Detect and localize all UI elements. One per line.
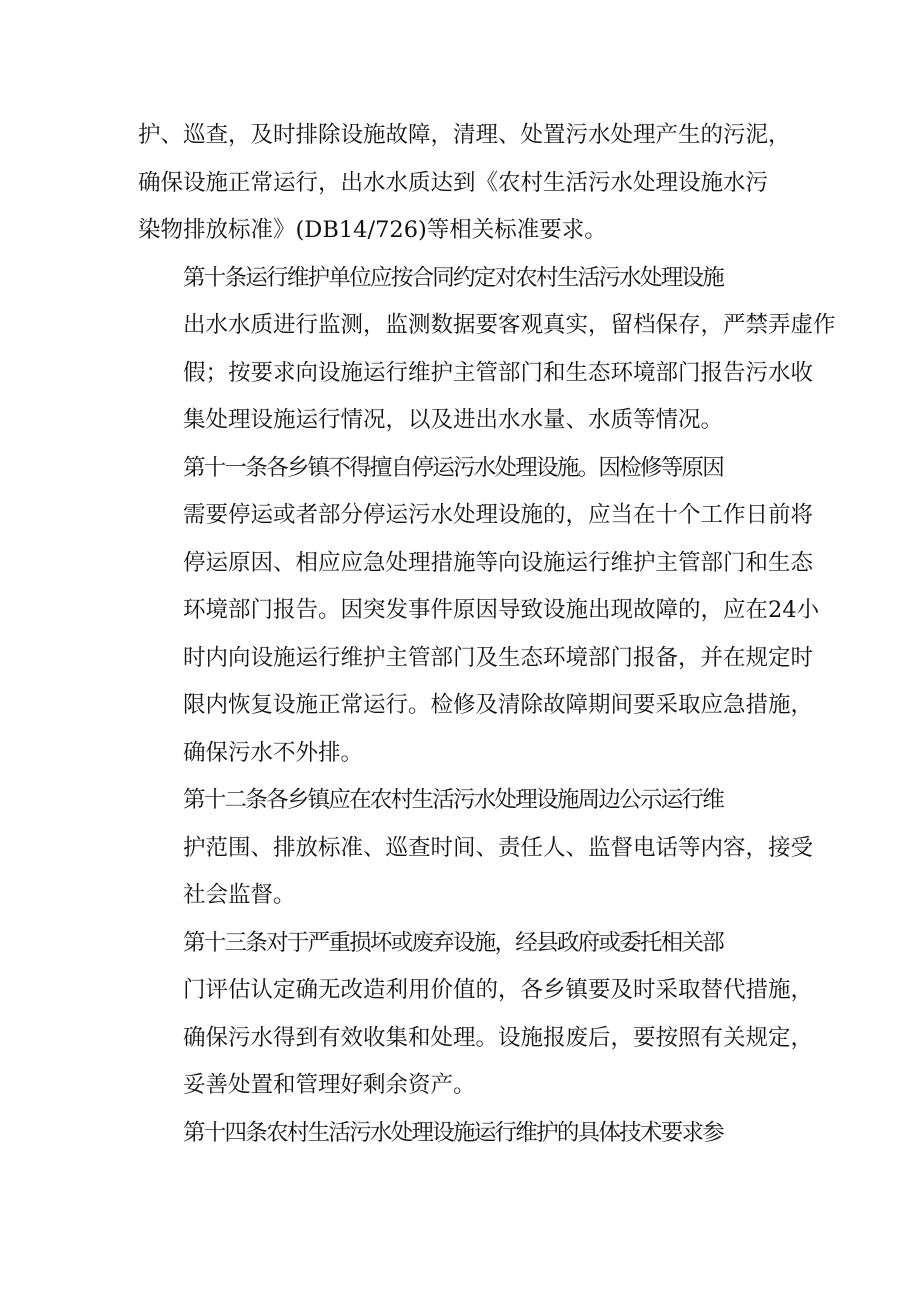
text-line: 第十二条各乡镇应在农村生活污水处理设施周边公示运行维 [183, 787, 724, 813]
text-line: 护范围、排放标准、巡查时间、责任人、监督电话等内容，接受 [183, 834, 814, 861]
text-line: 确保污水不外排。 [183, 739, 364, 766]
text-line: 第十条运行维护单位应按合同约定对农村生活污水处理设施 [183, 264, 724, 291]
text-line: 出水水质进行监测，监测数据要客观真实，留档保存，严禁弄虚作 [183, 312, 836, 338]
paragraph [138, 445, 820, 778]
text-line: 染物排放标准》(DB14/726)等相关标准要求。 [138, 217, 607, 243]
paragraph [138, 255, 836, 445]
text-line: 确保设施正常运行，出水水质达到《农村生活污水处理设施水污 [138, 169, 769, 196]
text-line: 第十三条对于严重损坏或废弃设施，经县政府或委托相关部 [183, 929, 724, 956]
text-line: 限内恢复设施正常运行。检修及清除故障期间要采取应急措施， [183, 692, 814, 718]
text-line: 第十一条各乡镇不得擅自停运污水处理设施。因检修等原因 [183, 454, 724, 481]
text-line: 环境部门报告。因突发事件原因导致设施出现故障的，应在24小 [183, 597, 820, 623]
paragraph [138, 112, 790, 255]
text-line: 停运原因、相应应急处理措施等向设施运行维护主管部门和生态 [183, 549, 814, 576]
paragraph [138, 777, 814, 920]
paragraph [138, 920, 814, 1110]
document-body [138, 112, 836, 1157]
text-line: 门评估认定确无改造利用价值的，各乡镇要及时采取替代措施， [183, 977, 814, 1003]
text-line: 社会监督。 [183, 882, 296, 908]
text-line: 确保污水得到有效收集和处理。设施报废后，要按照有关规定， [183, 1024, 814, 1051]
text-line: 护、巡查，及时排除设施故障，清理、处置污水处理产生的污泥， [138, 122, 791, 148]
text-line: 假；按要求向设施运行维护主管部门和生态环境部门报告污水收 [183, 359, 814, 386]
text-line: 时内向设施运行维护主管部门及生态环境部门报备，并在规定时 [183, 644, 814, 671]
paragraph [138, 1110, 790, 1158]
text-line: 第十四条农村生活污水处理设施运行维护的具体技术要求参 [183, 1119, 724, 1146]
text-line: 需要停运或者部分停运污水处理设施的，应当在十个工作日前将 [183, 502, 814, 528]
text-line: 妥善处置和管理好剩余资产。 [183, 1072, 476, 1098]
text-line: 集处理设施运行情况，以及进出水水量、水质等情况。 [183, 407, 724, 433]
